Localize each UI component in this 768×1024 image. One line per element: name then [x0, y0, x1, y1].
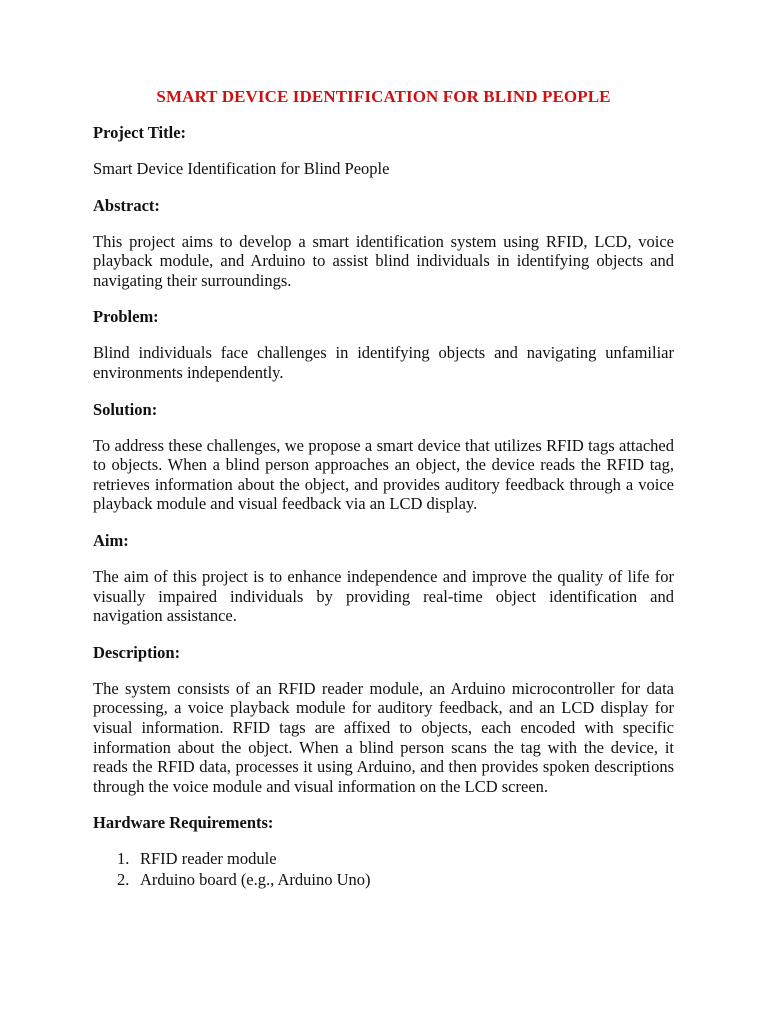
- abstract-heading: Abstract:: [93, 195, 160, 215]
- aim-heading: Aim:: [93, 530, 129, 550]
- list-item-number: 2.: [117, 869, 130, 889]
- list-item: [117, 870, 674, 891]
- list-item-number: 1.: [117, 849, 130, 869]
- abstract-text: This project aims to develop a smart identification system using RFID, LCD, voice playback module, and Arduino to assist blind individuals in identifying objects and navigating their surroundings.: [93, 231, 674, 290]
- project-title-heading: Project Title:: [93, 123, 187, 142]
- list-item: [117, 849, 674, 870]
- description-heading: Description:: [93, 642, 181, 662]
- list-item-text: Arduino board (e.g., Arduino Uno): [140, 869, 371, 889]
- document-title: SMART DEVICE IDENTIFICATION FOR BLIND PEOPLE: [156, 87, 611, 106]
- problem-heading: Problem:: [93, 307, 159, 327]
- hardware-requirements-list: [93, 849, 674, 890]
- hardware-requirements-heading: Hardware Requirements:: [93, 813, 274, 833]
- list-item-text: RFID reader module: [140, 849, 277, 869]
- project-title-text: Smart Device Identification for Blind People: [93, 159, 390, 178]
- aim-text: The aim of this project is to enhance independence and improve the quality of life for visually impaired individuals by providing real-time object identification and navigation assistance.: [93, 566, 674, 626]
- solution-heading: Solution:: [93, 399, 158, 419]
- solution-text: To address these challenges, we propose a smart device that utilizes RFID tags attached to objects. When a blind person approaches an object, the device reads the RFID tag, retrieves information about the object, and provides auditory feedback through a voice playback module and visual feedback via an LCD display.: [93, 435, 674, 514]
- problem-text: Blind individuals face challenges in identifying objects and navigating unfamiliar environments independently.: [93, 343, 674, 382]
- description-text: The system consists of an RFID reader module, an Arduino microcontroller for data processing, a voice playback module for auditory feedback, and an LCD display for visual information. RFID tags are affixed to objects, each encoded with specific information about the object. When a blind person scans the tag with the device, it reads the RFID data, processes it using Arduino, and then provides spoken descriptions through the voice module and visual information on the LCD screen.: [93, 678, 674, 796]
